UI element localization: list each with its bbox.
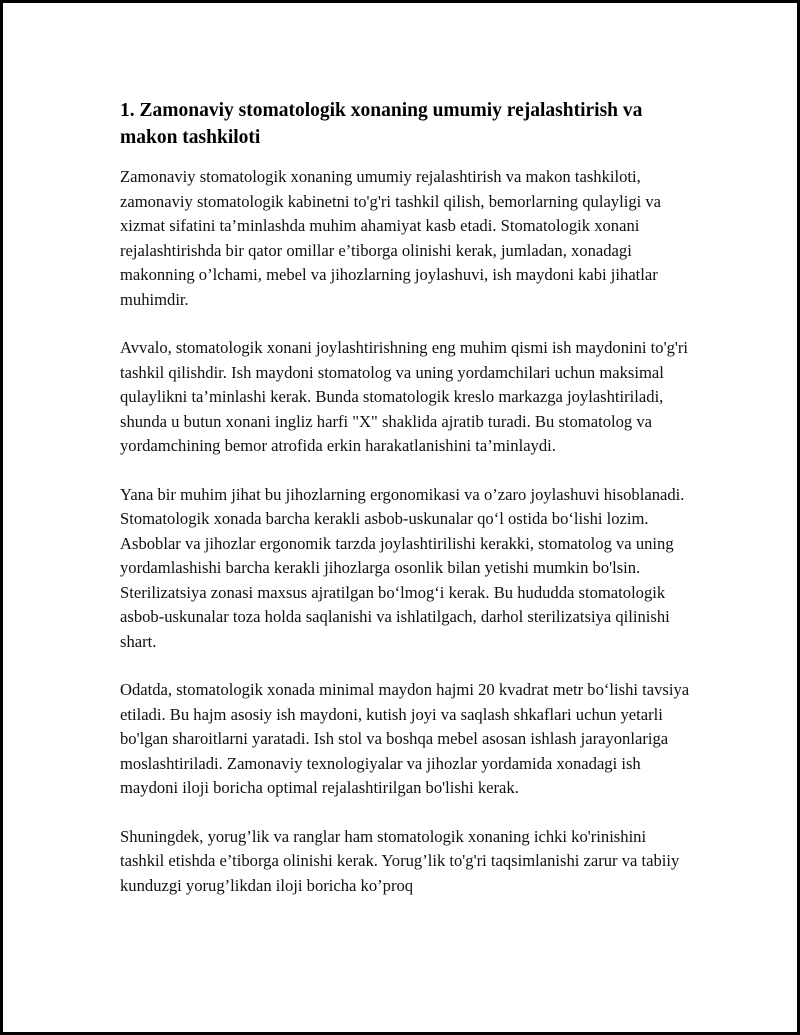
paragraph-4: Odatda, stomatologik xonada minimal maydon hajmi 20 kvadrat metr bo‘lishi tavsiya etiladi. Bu hajm asosiy ish maydoni, kutish joyi va saqlash shkaflari uchun yetarli bo'lgan sharoitlarni yaratadi. Ish stol va boshqa mebel asosan ishlash jarayonlariga moslashtiriladi. Zamonaviy texnologiyalar va jihozlar yordamida xonadagi ish maydoni iloji boricha optimal rejalashtirilgan bo'lishi kerak.	[120, 680, 690, 797]
paragraph-5: Shuningdek, yorug’lik va ranglar ham stomatologik xonaning ichki ko'rinishini tashkil etishda e’tiborga olinishi kerak. Yorug’lik to'g'ri taqsimlanishi zarur va tabiiy kunduzgi yorug’likdan iloji boricha ko’proq	[120, 826, 680, 895]
section-heading: 1. Zamonaviy stomatologik xonaning umumiy rejalashtirish va makon tashkiloti	[120, 100, 643, 148]
paragraph-2: Avvalo, stomatologik xonani joylashtirishning eng muhim qismi ish maydonini to'g'ri tashkil qilishdir. Ish maydoni stomatolog va uning yordamchilari uchun maksimal qulaylikni ta’minlashi kerak. Bunda stomatologik kreslo markazga joylashtiriladi, shunda u butun xonani ingliz harfi "X" shaklida ajratib turadi. Bu stomatolog va yordamchining bemor atrofida erkin harakatlanishini ta’minlaydi.	[120, 338, 688, 455]
paragraph-3: Yana bir muhim jihat bu jihozlarning ergonomikasi va o’zaro joylashuvi hisoblanadi. Stomatologik xonada barcha kerakli asbob-uskunalar qo‘l ostida bo‘lishi lozim. Asboblar va jihozlar ergonomik tarzda joylashtirilishi kerakki, stomatolog va uning yordamlashishi barcha kerakli jihozlarga osonlik bilan yetishi mumkin bo'lsin. Sterilizatsiya zonasi maxsus ajratilgan bo‘lmog‘i kerak. Bu hududda stomatologik asbob-uskunalar toza holda saqlanishi va ishlatilgach, darhol sterilizatsiya qilinishi shart.	[120, 484, 685, 651]
paragraph-1: Zamonaviy stomatologik xonaning umumiy rejalashtirish va makon tashkiloti, zamonaviy stomatologik kabinetni to'g'ri tashkil qilish, bemorlarning qulayligi va xizmat sifatini ta’minlashda muhim ahamiyat kasb etadi. Stomatologik xonani rejalashtirishda bir qator omillar e’tiborga olinishi kerak, jumladan, xonadagi makonning o’lchami, mebel va jihozlarning joylashuvi, ish maydoni kabi jihatlar muhimdir.	[120, 167, 662, 309]
document-body	[120, 97, 690, 922]
